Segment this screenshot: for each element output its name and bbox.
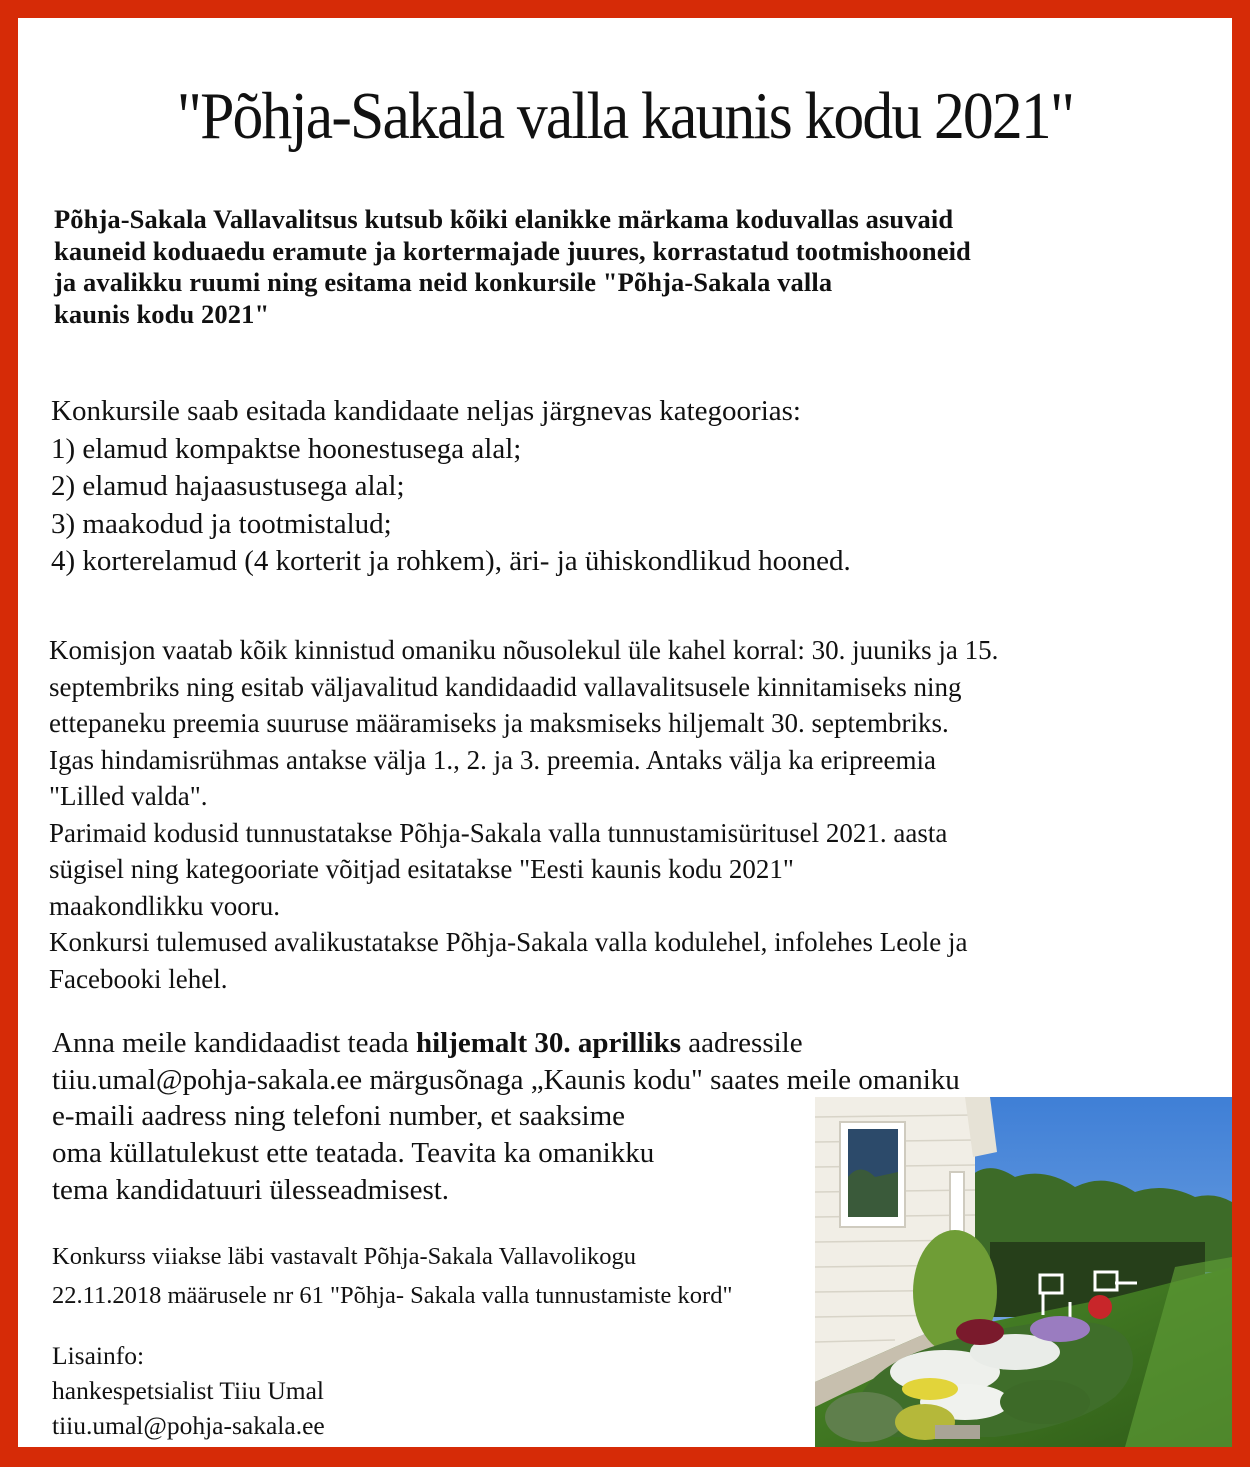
category-item: 2) elamud hajaasustusega alal; [51, 470, 405, 502]
legal-line: Konkurss viiakse läbi vastavalt Põhja-Sakala Vallavolikogu [52, 1243, 637, 1270]
committee-line: septembriks ning esitab väljavalitud kandidaadid vallavalitsusele kinnitamiseks ning [49, 671, 962, 702]
categories-section [51, 393, 851, 581]
committee-line: maakondlikku vooru. [49, 890, 280, 921]
intro-line: ja avalikku ruumi ning esitama neid konkursile "Põhja-Sakala valla [54, 267, 833, 297]
committee-line: Parimaid kodusid tunnustatakse Põhja-Sakala valla tunnustamisüritusel 2021. aasta [49, 817, 948, 848]
committee-paragraph [49, 632, 998, 997]
announce-line: tema kandidatuuri ülesseadmisest. [52, 1173, 450, 1206]
committee-line: ettepaneku preemia suuruse määramiseks ja maksmiseks hiljemalt 30. septembriks. [49, 708, 949, 738]
intro-line: kaunis kodu 2021" [54, 298, 270, 329]
contact-label: Lisainfo: [52, 1341, 145, 1370]
contact-email: tiiu.umal@pohja-sakala.ee [52, 1411, 325, 1440]
committee-line: sügisel ning kategooriate võitjad esitatakse "Eesti kaunis kodu 2021" [49, 854, 794, 884]
announce-line: e-maili aadress ning telefoni number, et saaksime [52, 1100, 626, 1133]
announce-line [52, 1025, 960, 1062]
poster-title: "Põhja-Sakala valla kaunis kodu 2021" [176, 79, 1074, 153]
committee-line: "Lilled valda". [49, 781, 208, 811]
announce-text: aadressile [681, 1027, 803, 1059]
categories-heading: Konkursile saab esitada kandidaate neljas järgnevas kategoorias: [51, 395, 801, 427]
category-item: 3) maakodud ja tootmistalud; [51, 507, 392, 540]
garden-photo [815, 1097, 1232, 1447]
deadline-emphasis: hiljemalt 30. aprilliks [415, 1027, 682, 1059]
contact-name: hankespetsialist Tiiu Umal [52, 1376, 325, 1405]
contact-block [52, 1338, 325, 1443]
announce-line: tiiu.umal@pohja-sakala.ee märgusõnaga „Kaunis kodu" saates meile omaniku [52, 1063, 960, 1096]
announce-line: oma küllatulekust ette teatada. Teavita ka omanikku [52, 1137, 655, 1170]
poster-frame [18, 18, 1232, 1447]
intro-line: kauneid koduaedu eramute ja kortermajade juures, korrastatud tootmishooneid [54, 235, 971, 266]
category-item: 1) elamud kompaktse hoonestusega alal; [51, 432, 522, 465]
committee-line: Igas hindamisrühmas antakse välja 1., 2. ja 3. preemia. Antaks välja ka eripreemia [49, 744, 936, 775]
legal-line: 22.11.2018 määrusele nr 61 "Põhja- Sakala valla tunnustamiste kord" [52, 1282, 733, 1309]
committee-line: Konkursi tulemused avalikustatakse Põhja-Sakala valla kodulehel, infolehes Leole ja [49, 927, 968, 957]
legal-note [52, 1237, 732, 1315]
committee-line: Facebooki lehel. [49, 963, 228, 994]
intro-paragraph [54, 204, 1224, 330]
committee-line: Komisjon vaatab kõik kinnistud omaniku nõusolekul üle kahel korral: 30. juuniks ja 15. [49, 635, 999, 665]
announce-text: Anna meile kandidaadist teada [52, 1027, 416, 1059]
category-item: 4) korterelamud (4 korterit ja rohkem), äri- ja ühiskondlikud hooned. [51, 545, 851, 577]
intro-line: Põhja-Sakala Vallavalitsus kutsub kõiki elanikke märkama koduvallas asuvaid [54, 204, 954, 234]
